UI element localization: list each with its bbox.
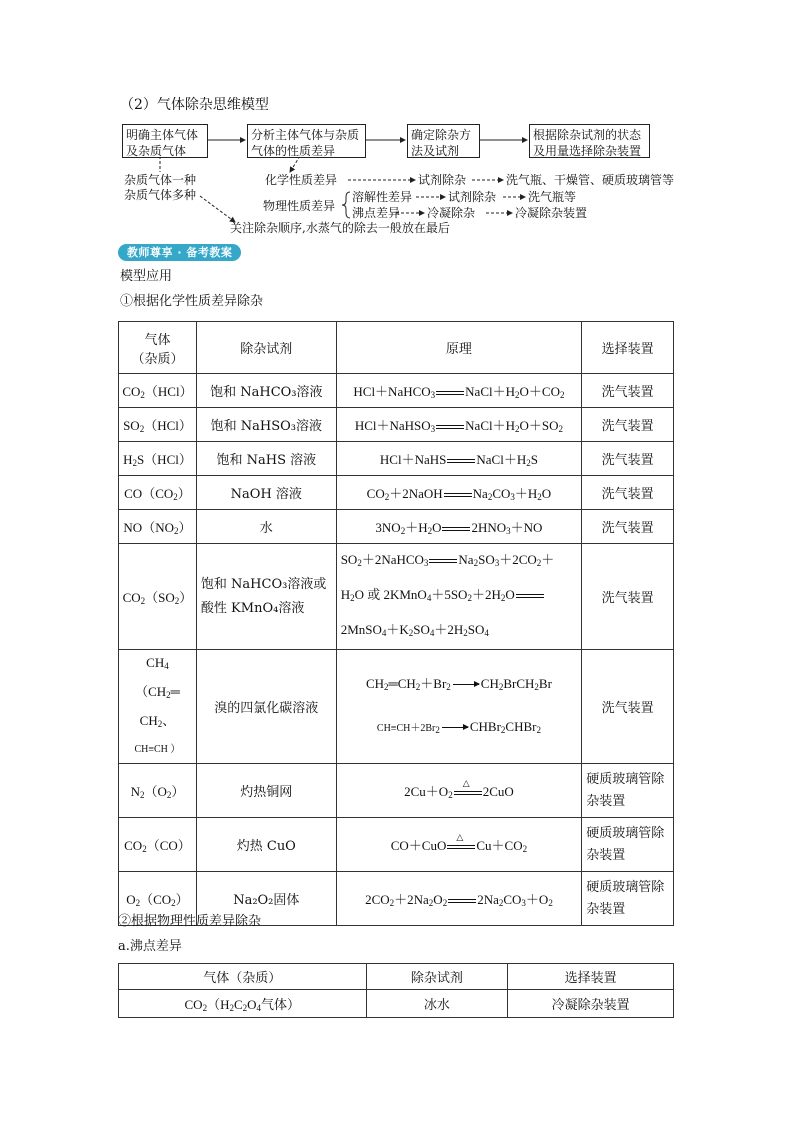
device-line1: 硬质玻璃管除 [586, 771, 665, 787]
reagent-cell: 水 [196, 510, 336, 544]
note-phys-device2: 冷凝除杂装置 [515, 206, 588, 220]
table-row [119, 818, 674, 872]
device-cell [582, 872, 674, 926]
chem-table [118, 321, 674, 926]
table-row [119, 544, 674, 650]
note-phys-method2: 冷凝除杂 [427, 206, 476, 220]
model-app-heading: 模型应用 [120, 269, 173, 284]
gas-cell: $CO(CO_2)$ [119, 476, 197, 510]
device-cell [582, 764, 674, 818]
gas-cell: $CO_2(H_2C_2O_4$气体） [119, 990, 367, 1018]
principle-cell: $SO_2+2NaHCO_3$ $Na_2SO_3+2CO_2+$ $H_2O$ 或 $2KMnO_4+5SO_2+2H_2O$ $2MnSO_4+K_2SO_4+2H_2SO_4$ [336, 544, 582, 650]
header-gas-line2: （杂质） [131, 351, 184, 367]
section-title: （2）气体除杂思维模型 [120, 97, 269, 113]
device-cell: 洗气装置 [582, 408, 674, 442]
gas-cell: $CO_2(HCl)$ [119, 374, 197, 408]
device-cell: 洗气装置 [582, 374, 674, 408]
gas-cell: $H_2S(HCl)$ [119, 442, 197, 476]
table-row [119, 764, 674, 818]
note-phys-device1: 洗气瓶等 [528, 190, 577, 204]
device-cell: 洗气装置 [582, 544, 674, 650]
gas-cell: $CH_4$ （$CH_2═$ $CH_2$、 CH≡CH ） [119, 650, 197, 764]
note-chem-method: 试剂除杂 [418, 173, 467, 187]
reagent-cell: 灼热 CuO [196, 818, 336, 872]
header-device: 选择装置 [508, 964, 674, 990]
table-row [119, 650, 674, 764]
gas-cell: $SO_2(HCl)$ [119, 408, 197, 442]
device-line2: 杂装置 [586, 901, 626, 917]
note-chem-device: 洗气瓶、干燥管、硬质玻璃管等 [506, 173, 675, 187]
flow-box-analyze: 分析主体气体与杂质气体的性质差异 [247, 124, 366, 158]
sub-heading-boiling: a.沸点差异 [118, 939, 182, 954]
table-row [119, 476, 674, 510]
table-header-row [119, 964, 674, 990]
header-device: 选择装置 [582, 322, 674, 374]
device-line1: 硬质玻璃管除 [586, 879, 665, 895]
device-line2: 杂装置 [586, 793, 626, 809]
table-row [119, 408, 674, 442]
principle-cell: HCl＋NaHS $NaCl+H_2S$ [336, 442, 582, 476]
principle-cell: $2CO_2+2Na_2O_2$ $2Na_2CO_3+O_2$ [336, 872, 582, 926]
reagent-cell: 冰水 [366, 990, 508, 1018]
note-solubility: 溶解性差异 [352, 190, 413, 204]
flow-box-method: 确定除杂方法及试剂 [407, 124, 480, 158]
device-cell: 洗气装置 [582, 510, 674, 544]
boiling-table [118, 963, 674, 1018]
principle-cell: $3NO_2+H_2O$ $2HNO_3+NO$ [336, 510, 582, 544]
device-cell: 洗气装置 [582, 442, 674, 476]
reagent-cell: Na₂O₂固体 [196, 872, 336, 926]
gas-cell: $O_2(CO_2)$ [119, 872, 197, 926]
reagent-line1: 饱和 NaHCO₃溶液或 [200, 576, 327, 592]
device-cell [582, 818, 674, 872]
or-text: 或 [367, 587, 381, 602]
note-multi-impurity: 杂质气体多种 [124, 188, 197, 202]
device-line2: 杂装置 [586, 847, 626, 863]
principle-cell: HCl＋NaHSO$_3$ $NaCl+H_2O+SO_2$ [336, 408, 582, 442]
sub-heading-phys: ②根据物理性质差异除杂 [118, 914, 262, 929]
note-order: 关注除杂顺序,水蒸气的除去一般放在最后 [230, 221, 450, 235]
principle-cell: HCl＋NaHCO$_3$ $NaCl+H_2O+CO_2$ [336, 374, 582, 408]
table-row [119, 990, 674, 1018]
note-phys-method1: 试剂除杂 [448, 190, 497, 204]
principle-cell: $CO_2+2NaOH$ $Na_2CO_3+H_2O$ [336, 476, 582, 510]
header-gas: 气体（杂质） [119, 964, 367, 990]
header-gas-line1: 气体 [144, 332, 171, 348]
teacher-badge: 教师尊享 · 备考教案 [118, 244, 241, 261]
principle-cell: $2Cu+O_2$ △ 2CuO [336, 764, 582, 818]
reagent-line2: 酸性 KMnO₄溶液 [200, 600, 305, 616]
header-gas [119, 322, 197, 374]
gas-cell: $N_2(O_2)$ [119, 764, 197, 818]
reagent-cell: 饱和 NaHS 溶液 [196, 442, 336, 476]
principle-cell: CO＋CuO △ $Cu+CO_2$ [336, 818, 582, 872]
header-reagent: 除杂试剂 [196, 322, 336, 374]
table-row [119, 374, 674, 408]
gas-cell: $CO_2(SO_2)$ [119, 544, 197, 650]
header-reagent: 除杂试剂 [366, 964, 508, 990]
device-cell: 洗气装置 [582, 650, 674, 764]
reagent-cell [196, 544, 336, 650]
table-row [119, 510, 674, 544]
note-chem-diff: 化学性质差异 [265, 173, 338, 187]
table-header-row [119, 322, 674, 374]
note-phys-diff: 物理性质差异 [263, 199, 336, 213]
principle-cell: $CH_2═CH_2+Br_2$ $CH_2BrCH_2Br$ $CH\equiv CH+2Br_2$ CHBr$_2$CHBr$_2$ [336, 650, 582, 764]
reagent-cell: 溴的四氯化碳溶液 [196, 650, 336, 764]
sub-heading-chem: ①根据化学性质差异除杂 [120, 294, 264, 309]
device-line1: 硬质玻璃管除 [586, 825, 665, 841]
reagent-cell: NaOH 溶液 [196, 476, 336, 510]
gas-cell: $NO(NO_2)$ [119, 510, 197, 544]
gas-cell: $CO_2(CO)$ [119, 818, 197, 872]
device-cell: 洗气装置 [582, 476, 674, 510]
reagent-cell: 饱和 NaHCO₃溶液 [196, 374, 336, 408]
header-principle: 原理 [336, 322, 582, 374]
flow-box-device: 根据除杂试剂的状态及用量选择除杂装置 [529, 124, 650, 158]
note-one-impurity: 杂质气体一种 [124, 173, 197, 187]
device-cell: 冷凝除杂装置 [508, 990, 674, 1018]
note-boiling: 沸点差异 [352, 206, 401, 220]
reagent-cell: 饱和 NaHSO₃溶液 [196, 408, 336, 442]
table-row [119, 442, 674, 476]
flow-box-identify: 明确主体气体及杂质气体 [122, 124, 208, 158]
reagent-cell: 灼热铜网 [196, 764, 336, 818]
